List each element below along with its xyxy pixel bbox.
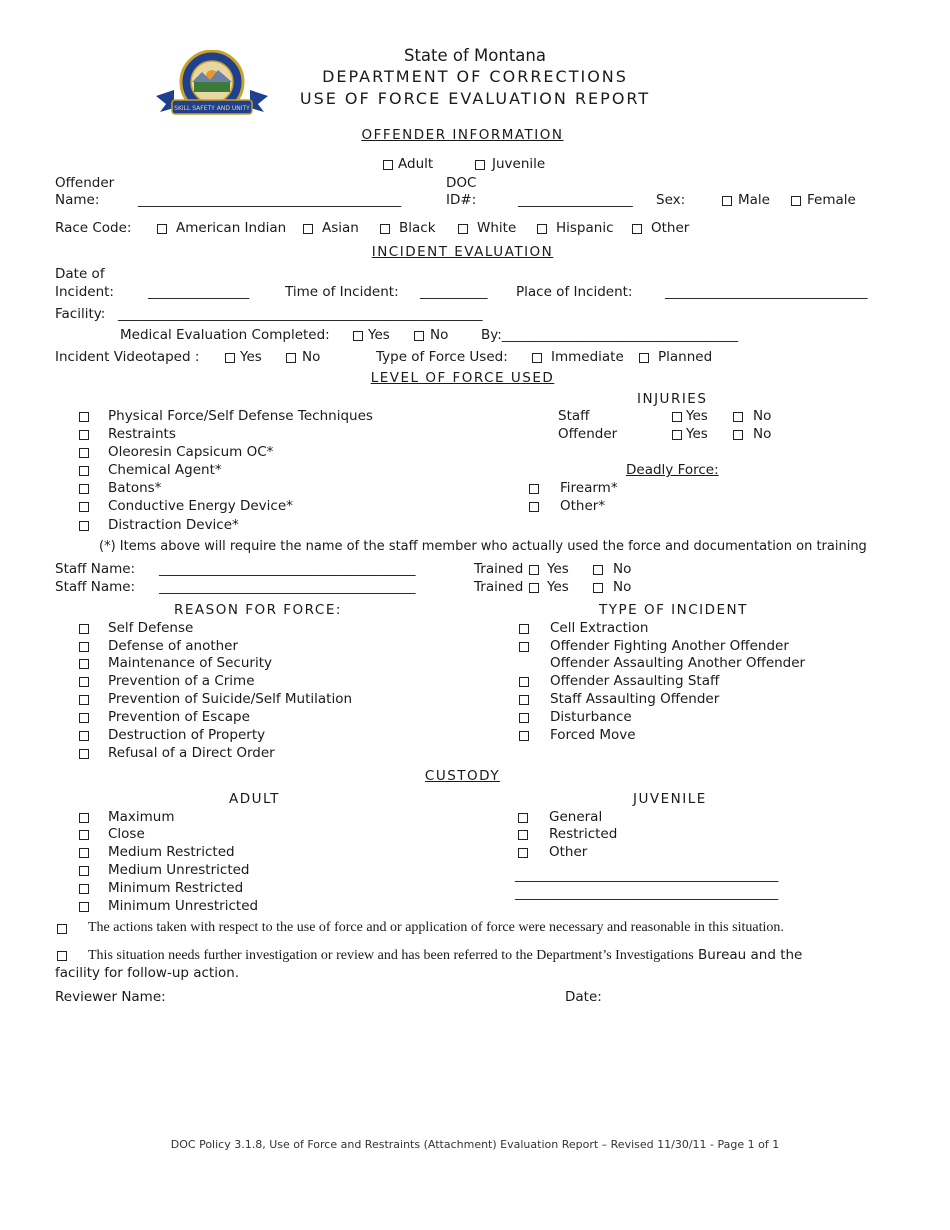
video-no-checkbox[interactable] [286, 353, 296, 363]
custody-medium-restricted-label: Medium Restricted [108, 844, 235, 860]
custody-minimum-unrestricted-label: Minimum Unrestricted [108, 898, 259, 914]
custody-other-line-2[interactable]: _______________________________________ [515, 885, 779, 901]
force-restraints-checkbox[interactable] [79, 430, 89, 440]
force-oc-checkbox[interactable] [79, 448, 89, 458]
injuries-offender-no-label: No [753, 426, 772, 442]
medical-eval-label: Medical Evaluation Completed: [120, 327, 330, 343]
female-checkbox[interactable] [791, 196, 801, 206]
statement-necessary-text: The actions taken with respect to the use of force and or application of force were necessary and reasonable in this situation. [88, 920, 784, 935]
custody-close-label: Close [108, 826, 145, 842]
trained-label-2: Trained [474, 579, 524, 595]
offender-info-heading: OFFENDER INFORMATION [361, 127, 564, 143]
staff-name-field-1[interactable]: ______________________________________ [159, 561, 416, 577]
reason-suicide-label: Prevention of Suicide/Self Mutilation [108, 691, 353, 707]
video-yes-checkbox[interactable] [225, 353, 235, 363]
force-physical-label: Physical Force/Self Defense Techniques [108, 408, 373, 424]
force-distraction-checkbox[interactable] [79, 521, 89, 531]
incident-staff-assaulting-checkbox[interactable] [519, 695, 529, 705]
medical-by-field[interactable]: By:___________________________________ [481, 327, 739, 343]
statement-referred-checkbox[interactable] [57, 951, 67, 961]
incident-assaulting-staff-label: Offender Assaulting Staff [550, 673, 720, 689]
review-date-label: Date: [565, 989, 602, 1005]
facility-field[interactable]: ______________________________________________________ [118, 306, 483, 322]
staff-name-label-1: Staff Name: [55, 561, 136, 577]
injuries-staff-yes-label: Yes [686, 408, 708, 424]
incident-eval-heading: INCIDENT EVALUATION [371, 244, 554, 260]
custody-other-line-1[interactable]: _______________________________________ [515, 867, 779, 883]
race-hispanic-checkbox[interactable] [537, 224, 547, 234]
trained-no-label-2: No [613, 579, 632, 595]
trained-no-checkbox-1[interactable] [593, 565, 603, 575]
statement-referred-text-3: facility for follow-up action. [55, 965, 240, 981]
firearm-checkbox[interactable] [529, 484, 539, 494]
force-oc-label: Oleoresin Capsicum OC* [108, 444, 274, 460]
deadly-other-label: Other* [560, 498, 606, 514]
time-label: Time of Incident: [285, 284, 399, 300]
force-chemical-checkbox[interactable] [79, 466, 89, 476]
department-title: DEPARTMENT OF CORRECTIONS [322, 67, 628, 86]
incident-cell-extraction-checkbox[interactable] [519, 624, 529, 634]
race-american-indian-checkbox[interactable] [157, 224, 167, 234]
trained-no-label-1: No [613, 561, 632, 577]
race-hispanic-label: Hispanic [556, 220, 614, 236]
juvenile-label: Juvenile [492, 156, 546, 172]
reason-security-label: Maintenance of Security [108, 655, 272, 671]
planned-checkbox[interactable] [639, 353, 649, 363]
male-label: Male [738, 192, 770, 208]
injuries-offender-label: Offender [558, 426, 618, 442]
race-other-label: Other [651, 220, 690, 236]
custody-juv-restricted-checkbox[interactable] [518, 830, 528, 840]
state-title: State of Montana [403, 46, 546, 65]
incident-forced-move-label: Forced Move [550, 727, 636, 743]
staff-name-field-2[interactable]: ______________________________________ [159, 579, 416, 595]
doc-id-label: DOC [446, 175, 477, 191]
immediate-checkbox[interactable] [532, 353, 542, 363]
custody-medium-unrestricted-checkbox[interactable] [79, 866, 89, 876]
staff-name-label-2: Staff Name: [55, 579, 136, 595]
video-no-label: No [302, 349, 321, 365]
reason-refusal-checkbox[interactable] [79, 749, 89, 759]
injuries-offender-yes-label: Yes [686, 426, 708, 442]
force-physical-checkbox[interactable] [79, 412, 89, 422]
custody-general-checkbox[interactable] [518, 813, 528, 823]
force-batons-label: Batons* [108, 480, 162, 496]
training-note: (*) Items above will require the name of the staff member who actually used the force and documentation on training [99, 539, 867, 554]
injuries-heading: INJURIES [637, 391, 708, 407]
reason-security-checkbox[interactable] [79, 659, 89, 669]
custody-minimum-unrestricted-checkbox[interactable] [79, 902, 89, 912]
race-black-label: Black [399, 220, 436, 236]
force-chemical-label: Chemical Agent* [108, 462, 222, 478]
custody-general-label: General [549, 809, 603, 825]
race-asian-label: Asian [322, 220, 359, 236]
reason-defense-another-label: Defense of another [108, 638, 239, 654]
trained-yes-checkbox-2[interactable] [529, 583, 539, 593]
race-white-label: White [477, 220, 517, 236]
trained-yes-label-2: Yes [547, 579, 569, 595]
level-of-force-heading: LEVEL OF FORCE USED [370, 370, 555, 386]
doc-id-field[interactable]: _________________ [518, 192, 633, 208]
incident-forced-move-checkbox[interactable] [519, 731, 529, 741]
immediate-label: Immediate [551, 349, 624, 365]
injuries-staff-label: Staff [558, 408, 590, 424]
custody-adult-heading: ADULT [229, 791, 280, 807]
incident-cell-extraction-label: Cell Extraction [550, 620, 649, 636]
time-field[interactable]: __________ [420, 284, 488, 300]
adult-checkbox[interactable] [383, 160, 393, 170]
videotaped-label: Incident Videotaped : [55, 349, 200, 365]
reason-crime-checkbox[interactable] [79, 677, 89, 687]
offender-name-field[interactable]: _______________________________________ [138, 192, 402, 208]
custody-minimum-restricted-checkbox[interactable] [79, 884, 89, 894]
incident-disturbance-label: Disturbance [550, 709, 632, 725]
incident-assaulting-staff-checkbox[interactable] [519, 677, 529, 687]
race-asian-checkbox[interactable] [303, 224, 313, 234]
medical-yes-label: Yes [368, 327, 390, 343]
custody-heading: CUSTODY [424, 768, 501, 784]
injuries-staff-no-checkbox[interactable] [733, 412, 743, 422]
incident-fighting-checkbox[interactable] [519, 642, 529, 652]
reason-self-defense-checkbox[interactable] [79, 624, 89, 634]
trained-label-1: Trained [474, 561, 524, 577]
race-american-indian-label: American Indian [176, 220, 287, 236]
reason-escape-label: Prevention of Escape [108, 709, 250, 725]
trained-no-checkbox-2[interactable] [593, 583, 603, 593]
custody-close-checkbox[interactable] [79, 830, 89, 840]
medical-no-label: No [430, 327, 449, 343]
reviewer-name-label: Reviewer Name: [55, 989, 166, 1005]
female-label: Female [807, 192, 856, 208]
reason-suicide-checkbox[interactable] [79, 695, 89, 705]
juvenile-checkbox[interactable] [475, 160, 485, 170]
date-label-2: Incident: [55, 284, 114, 300]
reason-escape-checkbox[interactable] [79, 713, 89, 723]
incident-type-heading: TYPE OF INCIDENT [599, 602, 748, 618]
trained-yes-checkbox-1[interactable] [529, 565, 539, 575]
deadly-other-checkbox[interactable] [529, 502, 539, 512]
statement-necessary-checkbox[interactable] [57, 924, 67, 934]
adult-label: Adult [398, 156, 434, 172]
reason-heading: REASON FOR FORCE: [174, 602, 342, 618]
incident-fighting-label: Offender Fighting Another Offender [550, 638, 789, 654]
reason-self-defense-label: Self Defense [108, 620, 194, 636]
force-restraints-label: Restraints [108, 426, 176, 442]
reason-crime-label: Prevention of a Crime [108, 673, 255, 689]
doc-id-label-2: ID#: [446, 192, 477, 208]
firearm-label: Firearm* [560, 480, 618, 496]
sex-label: Sex: [656, 192, 686, 208]
custody-medium-restricted-checkbox[interactable] [79, 848, 89, 858]
race-white-checkbox[interactable] [458, 224, 468, 234]
race-black-checkbox[interactable] [380, 224, 390, 234]
race-code-label: Race Code: [55, 220, 132, 236]
facility-label: Facility: [55, 306, 106, 322]
injuries-offender-yes-checkbox[interactable] [672, 430, 682, 440]
incident-staff-assaulting-label: Staff Assaulting Offender [550, 691, 720, 707]
report-title: USE OF FORCE EVALUATION REPORT [299, 89, 651, 108]
custody-maximum-label: Maximum [108, 809, 175, 825]
reason-property-checkbox[interactable] [79, 731, 89, 741]
force-ced-label: Conductive Energy Device* [108, 498, 293, 514]
race-other-checkbox[interactable] [632, 224, 642, 234]
force-batons-checkbox[interactable] [79, 484, 89, 494]
force-distraction-label: Distraction Device* [108, 517, 239, 533]
custody-juvenile-heading: JUVENILE [633, 791, 707, 807]
custody-juv-restricted-label: Restricted [549, 826, 618, 842]
injuries-staff-yes-checkbox[interactable] [672, 412, 682, 422]
offender-name-label-2: Name: [55, 192, 100, 208]
offender-name-label: Offender [55, 175, 115, 191]
place-field[interactable]: ______________________________ [665, 284, 868, 300]
medical-no-checkbox[interactable] [414, 331, 424, 341]
video-yes-label: Yes [240, 349, 262, 365]
svg-text:SKILL SAFETY AND UNITY: SKILL SAFETY AND UNITY [174, 105, 250, 112]
custody-maximum-checkbox[interactable] [79, 813, 89, 823]
force-ced-checkbox[interactable] [79, 502, 89, 512]
planned-label: Planned [658, 349, 713, 365]
reason-refusal-label: Refusal of a Direct Order [108, 745, 275, 761]
incident-disturbance-checkbox[interactable] [519, 713, 529, 723]
reason-defense-another-checkbox[interactable] [79, 642, 89, 652]
custody-medium-unrestricted-label: Medium Unrestricted [108, 862, 250, 878]
custody-juv-other-label: Other [549, 844, 588, 860]
male-checkbox[interactable] [722, 196, 732, 206]
deadly-force-heading: Deadly Force: [626, 462, 719, 478]
date-field[interactable]: _______________ [148, 284, 250, 300]
statement-referred-text-2: Bureau and the [693, 947, 803, 963]
injuries-staff-no-label: No [753, 408, 772, 424]
injuries-offender-no-checkbox[interactable] [733, 430, 743, 440]
force-type-label: Type of Force Used: [376, 349, 508, 365]
page-footer: DOC Policy 3.1.8, Use of Force and Restraints (Attachment) Evaluation Report – Revised 11/30/11 - Page 1 of 1 [170, 1138, 780, 1151]
place-label: Place of Incident: [516, 284, 633, 300]
date-label: Date of [55, 266, 105, 282]
statement-referred-text: This situation needs further investigation or review and has been referred to the Department’s Investigations [88, 948, 694, 963]
custody-juv-other-checkbox[interactable] [518, 848, 528, 858]
reason-property-label: Destruction of Property [108, 727, 266, 743]
trained-yes-label-1: Yes [547, 561, 569, 577]
custody-minimum-restricted-label: Minimum Restricted [108, 880, 244, 896]
incident-assaulting-offender-label: Offender Assaulting Another Offender [550, 655, 806, 671]
medical-yes-checkbox[interactable] [353, 331, 363, 341]
